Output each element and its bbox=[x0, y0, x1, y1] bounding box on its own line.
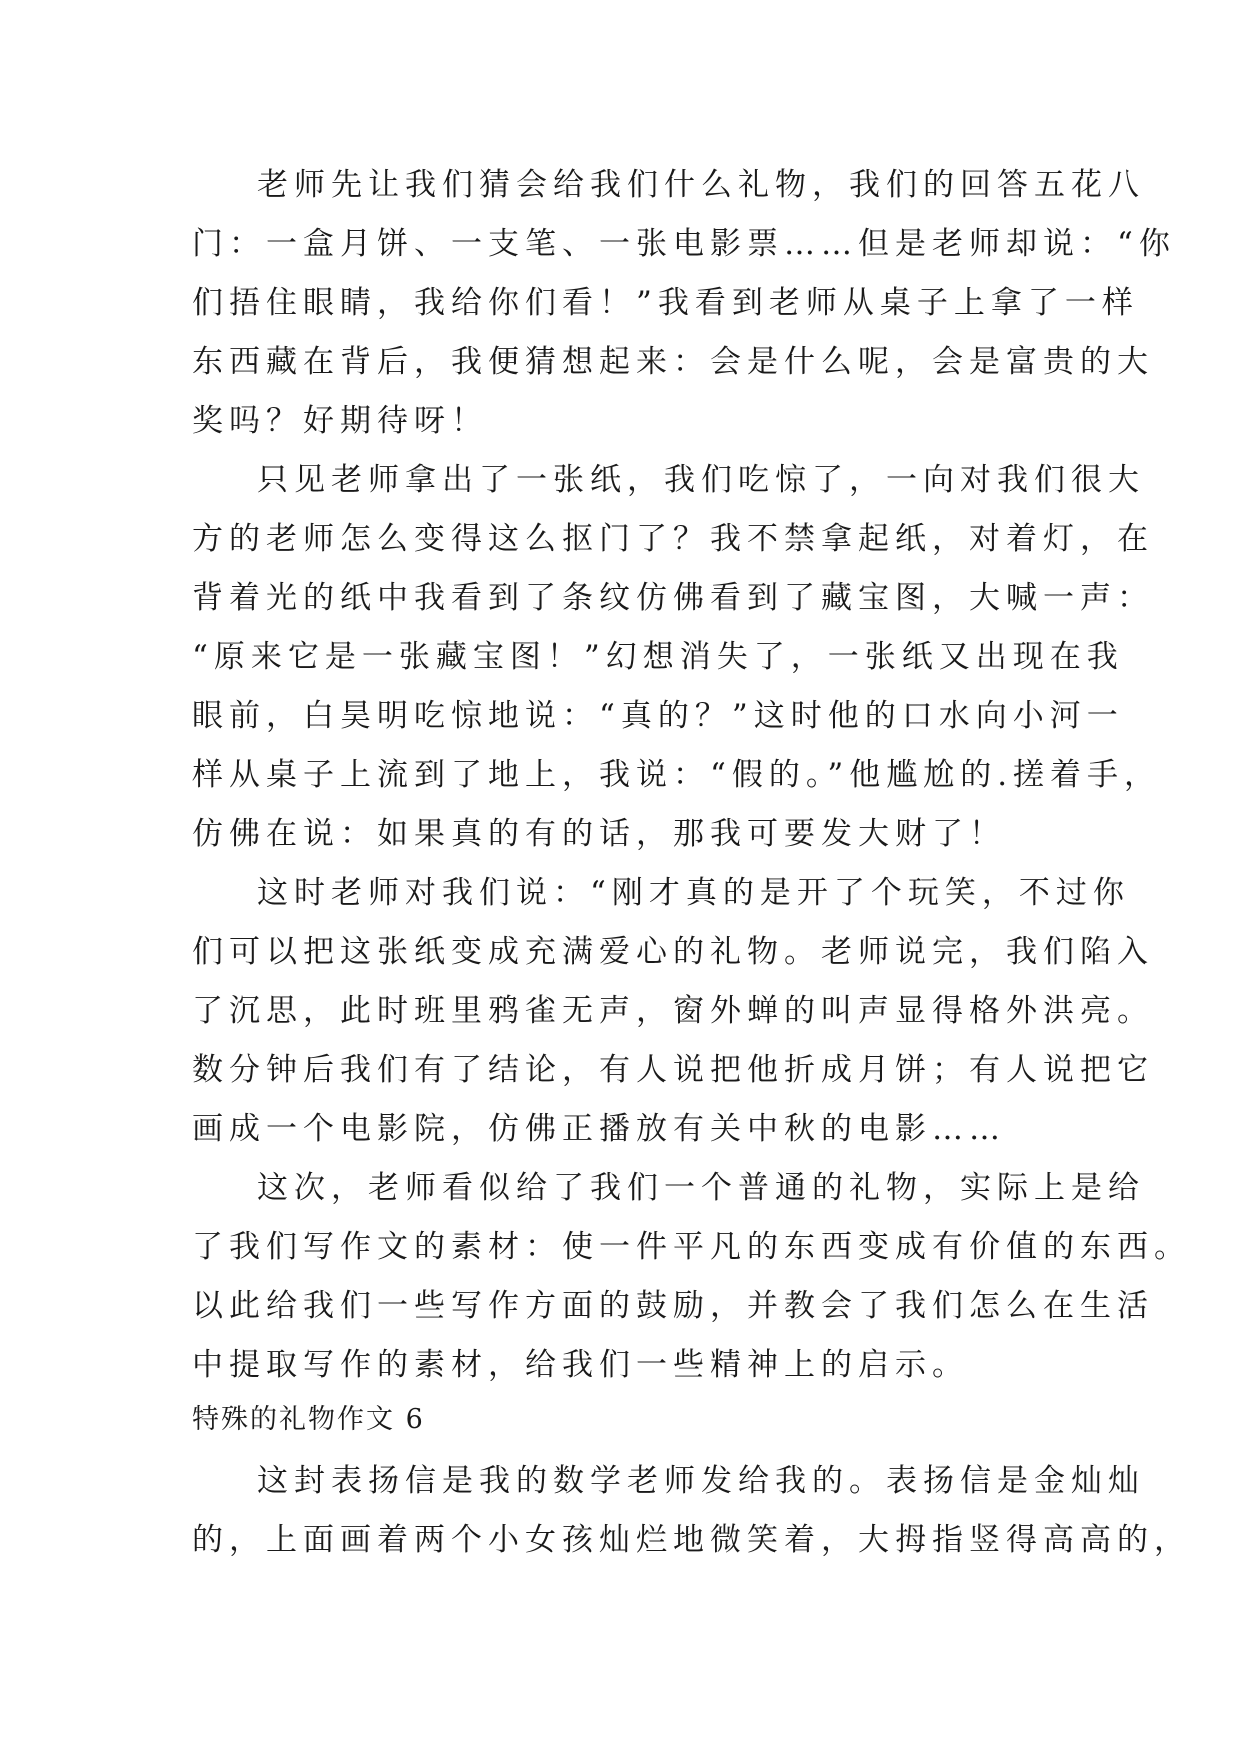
paragraph-3-line-3: 了沉思，此时班里鸦雀无声，窗外蝉的叫声显得格外洪亮。 bbox=[192, 993, 1154, 1029]
paragraph-3-line-2: 们可以把这张纸变成充满爱心的礼物。老师说完，我们陷入 bbox=[192, 934, 1154, 970]
paragraph-1-line-4: 东西藏在背后，我便猜想起来：会是什么呢，会是富贵的大 bbox=[192, 344, 1154, 380]
paragraph-2-line-2: 方的老师怎么变得这么抠门了？我不禁拿起纸，对着灯，在 bbox=[192, 521, 1154, 557]
paragraph-4-line-4: 中提取写作的素材，给我们一些精神上的启示。 bbox=[192, 1347, 969, 1383]
paragraph-4-line-2: 了我们写作文的素材：使一件平凡的东西变成有价值的东西。 bbox=[192, 1229, 1191, 1265]
paragraph-2-line-5: 眼前，白昊明吃惊地说：“真的？”这时他的口水向小河一 bbox=[192, 698, 1124, 734]
paragraph-5-line-1: 这封表扬信是我的数学老师发给我的。表扬信是金灿灿 bbox=[257, 1463, 1145, 1499]
paragraph-1-line-3: 们捂住眼睛，我给你们看！”我看到老师从桌子上拿了一样 bbox=[192, 285, 1139, 321]
paragraph-1-line-5: 奖吗？好期待呀！ bbox=[192, 403, 488, 439]
paragraph-3-line-5: 画成一个电影院，仿佛正播放有关中秋的电影…… bbox=[192, 1111, 1006, 1147]
paragraph-5-line-2: 的，上面画着两个小女孩灿烂地微笑着，大拇指竖得高高的， bbox=[192, 1522, 1191, 1558]
paragraph-1-line-2: 门：一盒月饼、一支笔、一张电影票……但是老师却说：“你 bbox=[192, 226, 1176, 262]
paragraph-3-line-4: 数分钟后我们有了结论，有人说把他折成月饼；有人说把它 bbox=[192, 1052, 1154, 1088]
paragraph-3-line-1: 这时老师对我们说：“刚才真的是开了个玩笑，不过你 bbox=[257, 875, 1130, 911]
paragraph-2-line-6: 样从桌子上流到了地上，我说：“假的。”他尴尬的.搓着手， bbox=[192, 757, 1162, 793]
paragraph-2-line-4: “原来它是一张藏宝图！”幻想消失了，一张纸又出现在我 bbox=[192, 639, 1124, 675]
paragraph-2-line-1: 只见老师拿出了一张纸，我们吃惊了，一向对我们很大 bbox=[257, 462, 1145, 498]
paragraph-2-line-3: 背着光的纸中我看到了条纹仿佛看到了藏宝图，大喊一声： bbox=[192, 580, 1154, 616]
section-heading: 特殊的礼物作文 6 bbox=[192, 1404, 425, 1435]
paragraph-4-line-3: 以此给我们一些写作方面的鼓励，并教会了我们怎么在生活 bbox=[192, 1288, 1154, 1324]
paragraph-4-line-1: 这次，老师看似给了我们一个普通的礼物，实际上是给 bbox=[257, 1170, 1145, 1206]
paragraph-1-line-1: 老师先让我们猜会给我们什么礼物，我们的回答五花八 bbox=[257, 167, 1145, 203]
paragraph-2-line-7: 仿佛在说：如果真的有的话，那我可要发大财了！ bbox=[192, 816, 1006, 852]
